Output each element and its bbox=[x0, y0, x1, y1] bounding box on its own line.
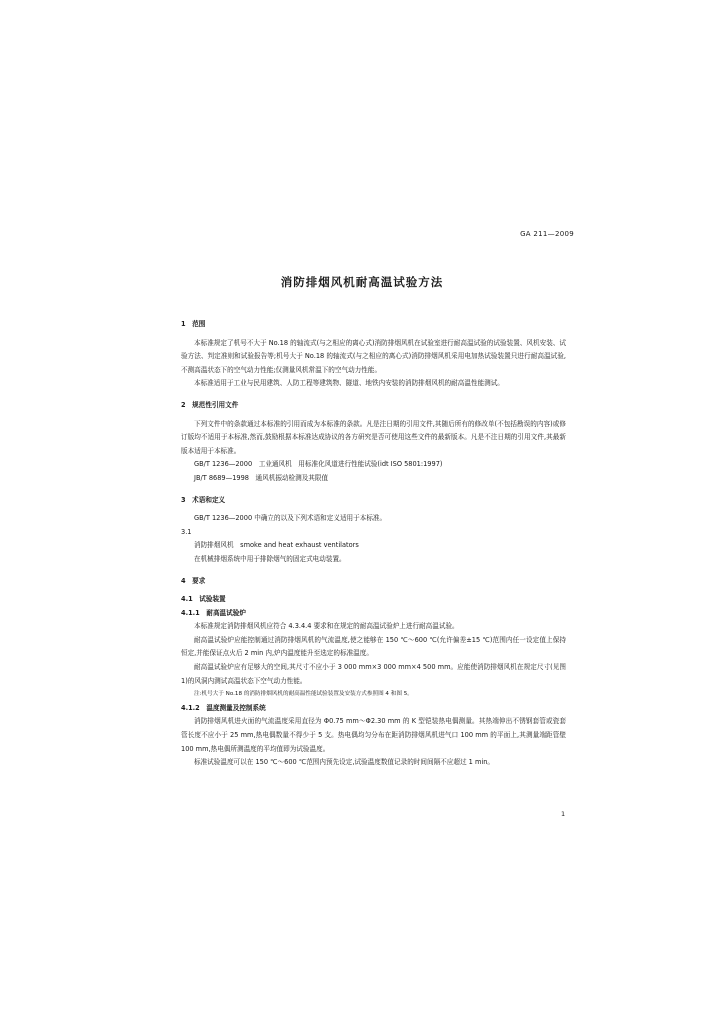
section-3-paragraph-1: GB/T 1236—2000 中确立的以及下列术语和定义适用于本标准。 bbox=[194, 514, 387, 523]
clause-4-1-2-heading: 4.1.2 温度测量及控制系统 bbox=[181, 703, 266, 712]
section-2-heading: 2 规范性引用文件 bbox=[181, 400, 239, 409]
clause-4-1-2-paragraph-2: 标准试验温度可以在 150 ℃～600 ℃范围内预先设定,试验温度数值记录的时间间隔不应超过 1 min。 bbox=[194, 758, 494, 767]
document-title: 消防排烟风机耐高温试验方法 bbox=[280, 275, 444, 289]
section-4-heading: 4 要求 bbox=[181, 576, 206, 585]
clause-4-1-2-paragraph-1: 消防排烟风机进火面的气流温度采用直径为 Φ0.75 mm～Φ2.30 mm 的 K 型铠装热电偶测量。其热端伸出不锈钢套管或瓷套管长度不应小于 25 mm,热电偶数量不得少于 5 支。热电偶均匀分布在距消防排烟风机进气口 100 mm 的平面上,其测量端距管壁 100 mm,热电偶所测温度的平均值即为试验温度。 bbox=[181, 717, 566, 753]
section-3-heading: 3 术语和定义 bbox=[181, 495, 226, 504]
section-1-paragraph-1: 本标准规定了机号不大于 No.18 的轴流式(与之相应的离心式)消防排烟风机在试验室进行耐高温试验的试验装置、风机安装、试验方法、判定准则和试验报告等;机号大于 No.18 的轴流式(与之相应的离心式)消防排烟风机采用电加热试验装置只进行耐高温试验,不测高温状态下的空气动力性能;仅测量风机常温下的空气动力性能。 bbox=[181, 338, 566, 374]
term-smoke-exhaust-ventilator: 消防排烟风机 smoke and heat exhaust ventilators bbox=[194, 541, 359, 550]
clause-4-1-1-paragraph-3: 耐高温试验炉应有足够大的空间,其尺寸不应小于 3 000 mm×3 000 mm×4 500 mm。应能使消防排烟风机在规定尺寸(见图 1)的风洞内测试高温状态下空气动力性能。 bbox=[181, 663, 566, 685]
section-1-paragraph-2: 本标准适用于工业与民用建筑、人防工程等建筑物、隧道、地铁内安装的消防排烟风机的耐高温性能测试。 bbox=[194, 379, 504, 388]
reference-gbt-1236: GB/T 1236—2000 工业通风机 用标准化风道进行性能试验(idt ISO 5801:1997) bbox=[194, 460, 443, 469]
term-definition: 在机械排烟系统中用于排除烟气的固定式电动装置。 bbox=[194, 554, 346, 563]
page-number: 1 bbox=[561, 810, 566, 818]
section-2-paragraph-1: 下列文件中的条款通过本标准的引用而成为本标准的条款。凡是注日期的引用文件,其随后所有的修改单(不包括勘误的内容)或修订版均不适用于本标准,然而,鼓励根据本标准达成协议的各方研究是否可使用这些文件的最新版本。凡是不注日期的引用文件,其最新版本适用于本标准。 bbox=[181, 419, 566, 455]
reference-jbt-8689: JB/T 8689—1998 通风机振动检测及其限值 bbox=[194, 473, 329, 482]
clause-4-1-1-paragraph-2: 耐高温试验炉应能控制通过消防排烟风机的气流温度,使之能够在 150 ℃～600 ℃(允许偏差±15 ℃)范围内任一设定值上保持恒定,并能保证点火后 2 min 内,炉内温度能升至选定的标准温度。 bbox=[181, 635, 566, 658]
clause-4-1-1-note: 注:机号大于 No.18 的消防排烟风机的耐高温性能试验装置及安装方式参照图 4 和图 5。 bbox=[194, 691, 413, 698]
clause-4-1-1-heading: 4.1.1 耐高温试验炉 bbox=[181, 608, 246, 617]
standard-code: GA 211—2009 bbox=[520, 230, 574, 238]
clause-3-1-number: 3.1 bbox=[181, 527, 192, 536]
clause-4-1-1-paragraph-1: 本标准规定消防排烟风机应符合 4.3.4.4 要求和在规定的耐高温试验炉上进行耐高温试验。 bbox=[194, 622, 459, 631]
section-1-heading: 1 范围 bbox=[181, 320, 206, 328]
clause-4-1-heading: 4.1 试验装置 bbox=[181, 595, 226, 604]
document-body bbox=[181, 318, 566, 770]
